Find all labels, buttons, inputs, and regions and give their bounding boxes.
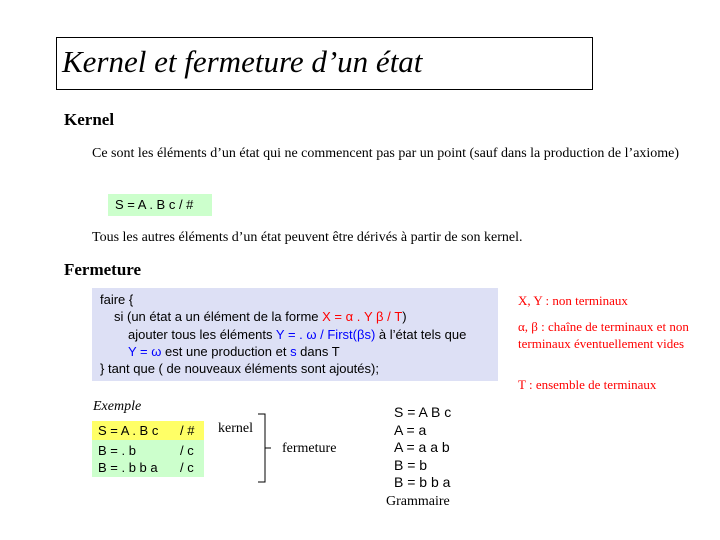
example-items: [92, 421, 204, 477]
algo-line-5: } tant que ( de nouveaux éléments sont ajoutés);: [100, 361, 379, 376]
algo-line-4: Y = ω est une production et s dans T: [128, 344, 340, 359]
grammar-rules: [394, 404, 451, 492]
closure-brace: [255, 412, 279, 484]
example-kernel-row: S = A . B c / #: [92, 421, 204, 440]
closure-heading: Fermeture: [64, 260, 142, 279]
algo-production: Y = ω: [128, 344, 162, 359]
grammar-label: Grammaire: [386, 494, 450, 509]
title-box: [56, 37, 593, 90]
kernel-definition: Ce sont les éléments d’un état qui ne commencent pas par un point (sauf dans la production de l’axiome): [92, 146, 680, 161]
example-label: Exemple: [93, 399, 142, 414]
closure-label: fermeture: [282, 441, 337, 456]
grammar-rule: A = a: [394, 421, 427, 438]
grammar-rule: A = a a b: [394, 439, 450, 455]
grammar-rule: B = b b a: [394, 474, 451, 490]
note-terminals: T : ensemble de terminaux: [518, 377, 657, 392]
closure-algorithm: [92, 288, 498, 381]
derivation-note: Tous les autres éléments d’un état peuvent être dérivés à partir de son kernel.: [92, 230, 523, 245]
kernel-heading: Kernel: [64, 110, 115, 129]
note-alpha-beta: α, β : chaîne de terminaux et non terminaux éventuellement vides: [518, 319, 689, 351]
kernel-label: kernel: [218, 421, 253, 436]
algo-line-2: si (un état a un élément de la forme X = α . Y β / T): [114, 309, 407, 324]
axiom-item: S = A . B c / #: [108, 194, 212, 216]
algo-line-3: ajouter tous les éléments Y = . ω / First(βs) à l’état tels que: [128, 327, 467, 342]
page-title: Kernel et fermeture d’un état: [62, 44, 423, 79]
example-closure-rows: B = . b / c B = . b b a / c: [92, 440, 204, 477]
grammar-rule: S = A B c: [394, 404, 452, 420]
algo-line-1: faire {: [100, 292, 134, 307]
note-nonterminals: X, Y : non terminaux: [518, 293, 628, 308]
grammar-rule: B = b: [394, 456, 428, 473]
algo-item-form: X = α . Y β / T: [322, 309, 403, 324]
algo-added-item: Y = . ω / First(βs): [275, 327, 376, 342]
